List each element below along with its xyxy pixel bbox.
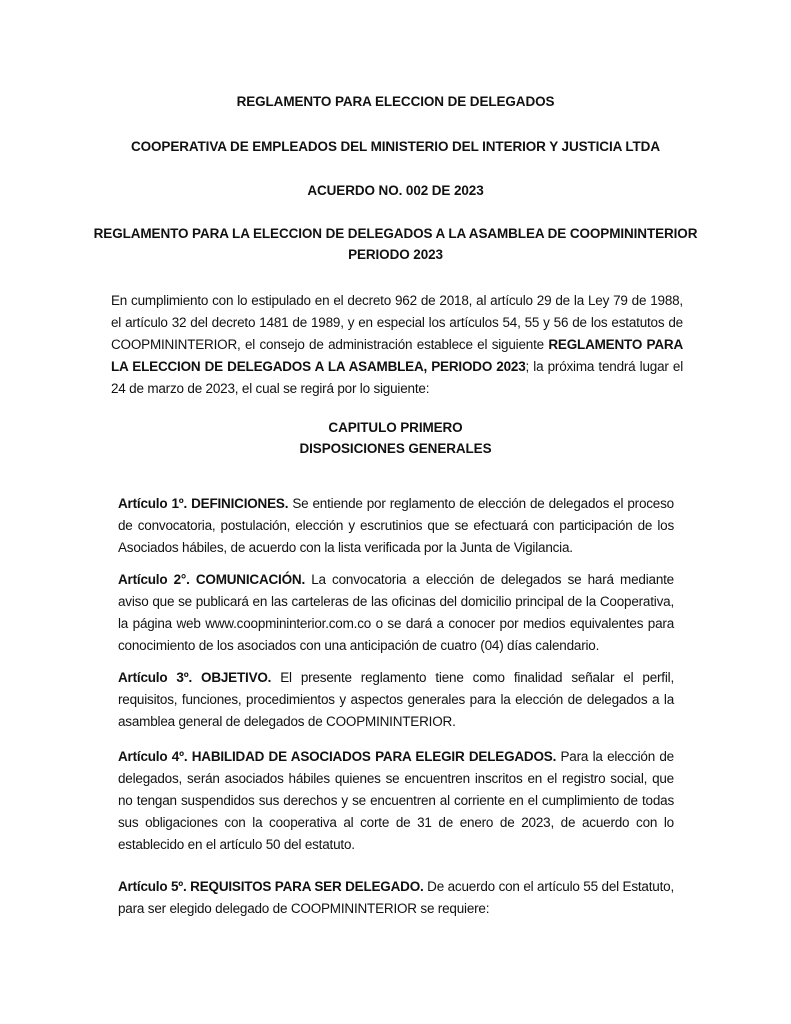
intro-paragraph: [111, 290, 683, 400]
regulation-title-line1: REGLAMENTO PARA LA ELECCION DE DELEGADOS A LA ASAMBLEA DE COOPMININTERIOR: [93, 226, 698, 241]
regulation-title-line2: PERIODO 2023: [348, 247, 443, 262]
article-text: Para la elección de delegados, serán asociados hábiles quienes se encuentren inscritos en el registro social, que no tengan suspendidos sus derechos y se encuentren al corriente en el cumplimiento de todas sus obligaciones con la cooperativa al corte de 31 de enero de 2023, de acuerdo con lo establecido en el artículo 50 del estatuto.: [118, 749, 674, 852]
chapter-title: CAPITULO PRIMERO: [328, 420, 463, 435]
intro-bold: REGLAMENTO PARA LA ELECCION DE DELEGADOS A LA ASAMBLEA, PERIODO 2023: [111, 337, 684, 374]
article-label: Artículo 3º. OBJETIVO.: [118, 670, 272, 685]
article-label: Artículo 4º. HABILIDAD DE ASOCIADOS PARA ELEGIR DELEGADOS.: [118, 749, 557, 764]
article-text: El presente reglamento tiene como finalidad señalar el perfil, requisitos, funciones, procedimientos y aspectos generales para la elección de delegados a la asamblea general de delegados de COOPMININTERIOR.: [118, 670, 674, 729]
cooperative-name: COOPERATIVA DE EMPLEADOS DEL MINISTERIO DEL INTERIOR Y JUSTICIA LTDA: [130, 139, 660, 154]
article-label: Artículo 1º. DEFINICIONES.: [118, 496, 289, 511]
intro-text-b: ; la próxima tendrá lugar el 24 de marzo de 2023, el cual se regirá por lo siguiente:: [111, 359, 683, 396]
article-text: Se entiende por reglamento de elección de delegados el proceso de convocatoria, postulación, elección y escrutinios que se efectuará con participación de los Asociados hábiles, de acuerdo con la lista verificada por la Junta de Vigilancia.: [118, 496, 674, 555]
intro-text-a: En cumplimiento con lo estipulado en el decreto 962 de 2018, al artículo 29 de la Ley 79 de 1988, el artículo 32 del decreto 1481 de 1989, y en especial los artículos 54, 55 y 56 de los estatutos de COOPMININTERIOR, el consejo de administración establece el siguiente: [111, 293, 683, 352]
article-5: [118, 876, 674, 920]
article-1: [118, 493, 674, 559]
chapter-subtitle: DISPOSICIONES GENERALES: [299, 441, 492, 456]
agreement-number: ACUERDO NO. 002 DE 2023: [307, 183, 484, 198]
article-text: De acuerdo con el artículo 55 del Estatuto, para ser elegido delegado de COOPMININTERIOR se requiere:: [118, 879, 674, 916]
article-4: [118, 746, 674, 856]
document-title: REGLAMENTO PARA ELECCION DE DELEGADOS: [236, 94, 555, 109]
article-label: Artículo 5º. REQUISITOS PARA SER DELEGADO.: [118, 879, 424, 894]
article-label: Artículo 2°. COMUNICACIÓN.: [118, 572, 306, 587]
article-2: [118, 569, 674, 657]
article-text: La convocatoria a elección de delegados se hará mediante aviso que se publicará en las carteleras de las oficinas del domicilio principal de la Cooperativa, la página web www.coopmininterior.com.co o se dará a conocer por medios equivalentes para conocimiento de los asociados con una anticipación de cuatro (04) días calendario.: [118, 572, 674, 653]
article-3: [118, 667, 674, 733]
